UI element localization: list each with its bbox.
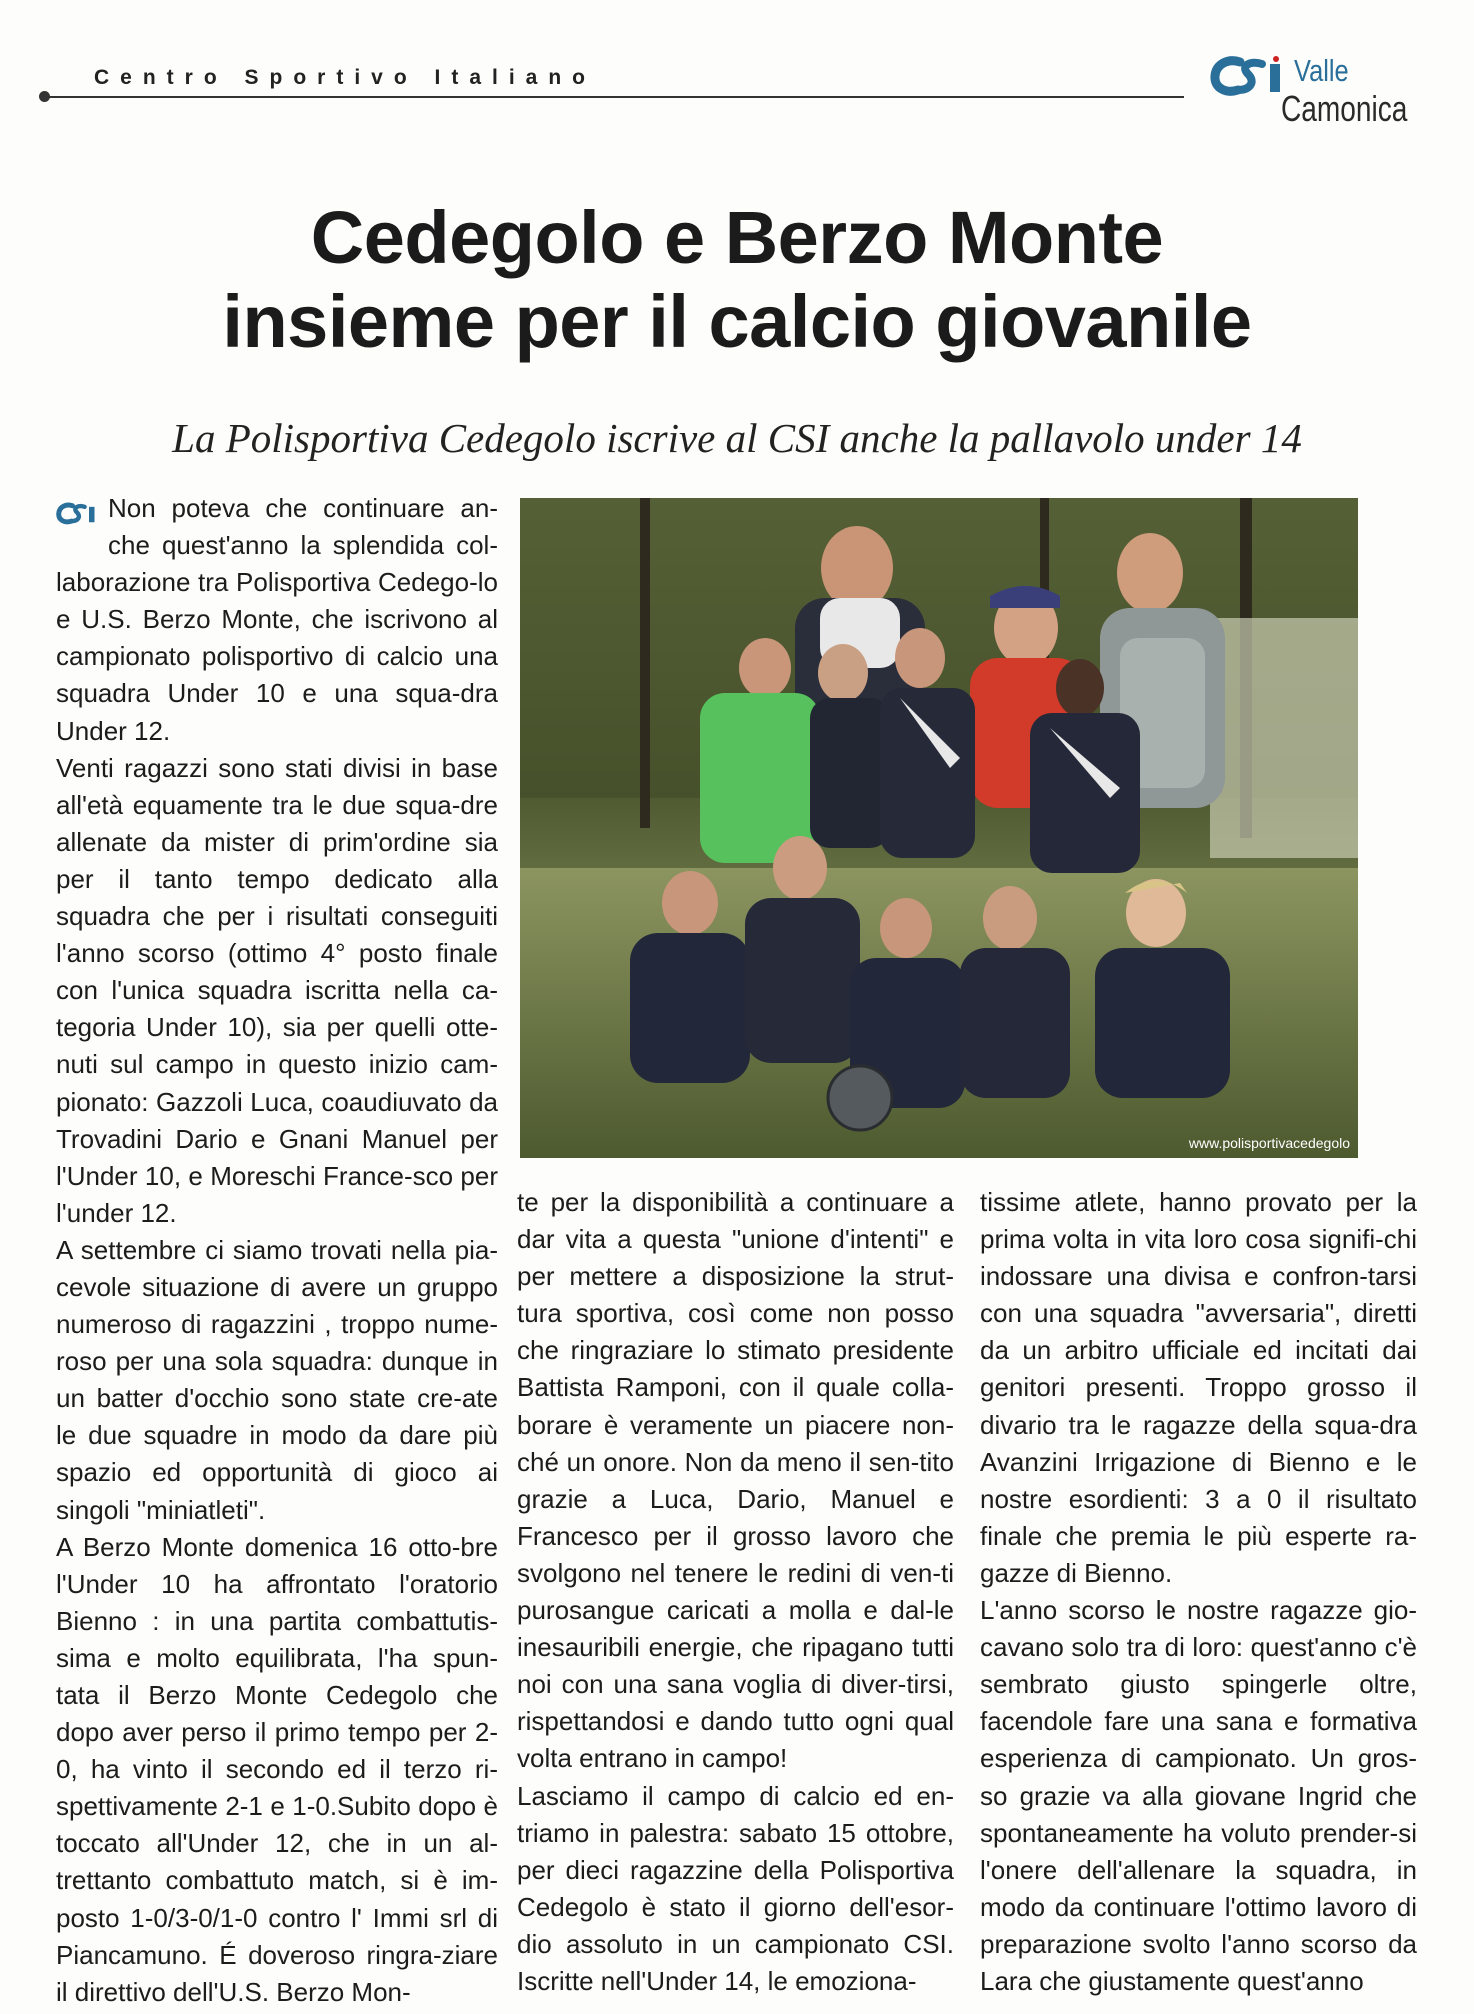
text-column-3 [980, 1184, 1417, 2000]
csi-logo-icon [1210, 56, 1290, 98]
paragraph: L'anno scorso le nostre ragazze gio-cavano solo tra di loro: quest'anno c'è sembrato giusto spingerle oltre, facendole fare una sana e formativa esperienza di campionato. Un gros-so grazie va alla giovane Ingrid che spontaneamente ha voluto prender-si l'onere dell'allenare la squadra, in modo da continuare l'ottimo lavoro di preparazione svolto l'anno scorso da Lara che giustamente quest'anno [980, 1595, 1417, 1996]
text-column-1 [56, 490, 498, 2011]
title-line-2: insieme per il calcio giovanile [222, 280, 1252, 363]
title-line-1: Cedegolo e Berzo Monte [310, 196, 1164, 279]
paragraph: A settembre ci siamo trovati nella pia-cevole situazione di avere un gruppo numeroso di ragazzini , troppo nume-roso per una sola squadra: dunque in un batter d'occhio sono state cre-ate le due squadre in modo da dare più spazio ed opportunità di gioco ai singoli "miniatleti". [56, 1234, 498, 1525]
team-photo [520, 498, 1358, 1158]
paragraph: Lasciamo il campo di calcio ed en-triamo in palestra: sabato 15 ottobre, per dieci ragazzine della Polisportiva Cedegolo è stato il giorno dell'esor-dio assoluto in un campionato CSI. Iscritte nell'Under 14, le emoziona- [517, 1780, 954, 1996]
paragraph: A Berzo Monte domenica 16 otto-bre l'Under 10 ha affrontato l'oratorio Bienno : in una partita combattutis-sima e molto equilibrata, l'ha spun-tata il Berzo Monte Cedegolo che dopo aver perso il primo tempo per 2-0, ha vinto il secondo ed il terzo ri-spettivamente 2-1 e 1-0.Subito dopo è toccato all'Under 12, che in un al-trettanto combattuto match, si è im-posto 1-0/3-0/1-0 contro l' Immi srl di Piancamuno. É doveroso ringra-ziare il direttivo dell'U.S. Berzo Mon- [56, 1531, 498, 2007]
text-column-2 [517, 1184, 954, 2000]
photo-watermark: www.polisportivacedegolo [1188, 1135, 1350, 1151]
csi-dropcap-icon [56, 497, 100, 531]
article-subtitle: La Polisportiva Cedegolo iscrive al CSI anche la pallavolo under 14 [172, 415, 1302, 461]
logo-valle-text: Valle [1294, 53, 1349, 88]
paragraph: Venti ragazzi sono stati divisi in base all'età equamente tra le due squa-dre allenate da mister di prim'ordine sia per il tanto tempo dedicato alla squadra che per i risultati conseguiti l'anno scorso (ottimo 4° posto finale con l'unica squadra iscritta nella ca-tegoria Under 10), sia per quelli otte-nuti sul campo in questo inizio cam-pionato: Gazzoli Luca, coaudiuvato da Trovadini Dario e Gnani Manuel per l'Under 10, e Moreschi France-sco per l'under 12. [56, 752, 498, 1228]
logo-camonica-text: Camonica [1281, 88, 1408, 129]
paragraph: Non poteva che continuare an-che quest'anno la splendida col-laborazione tra Polisportiva Cedego-lo e U.S. Berzo Monte, che iscrivono al campionato polisportivo di calcio una squadra Under 10 e una squa-dra Under 12. [56, 493, 498, 746]
paragraph: te per la disponibilità a continuare a dar vita a questa "unione d'intenti" e per mettere a disposizione la strut-tura sportiva, così come non posso che ringraziare lo stimato presidente Battista Ramponi, con il quale colla-borare è veramente un piacere non-ché un onore. Non da meno il sen-tito grazie a Luca, Dario, Manuel e Francesco per il grosso lavoro che svolgono nel tenere le redini di ven-ti purosangue caricati a molla e dal-le inesauribili energie, che ripagano tutti noi con una sana voglia di diver-tirsi, rispettandosi e dando tutto ogni qual volta entrano in campo! [517, 1187, 954, 1774]
paragraph: tissime atlete, hanno provato per la prima volta in vita loro cosa signifi-chi indossare una divisa e confron-tarsi con una squadra "avversaria", diretti da un arbitro ufficiale ed incitati dai genitori presenti. Troppo grosso il divario tra le ragazze della squa-dra Avanzini Irrigazione di Bienno e le nostre esordienti: 3 a 0 il risultato finale che premia le più esperte ra-gazze di Bienno. [980, 1187, 1417, 1588]
article-title [60, 196, 1414, 364]
header-rule [44, 96, 1184, 98]
publication-name: Centro Sportivo Italiano [94, 66, 597, 89]
